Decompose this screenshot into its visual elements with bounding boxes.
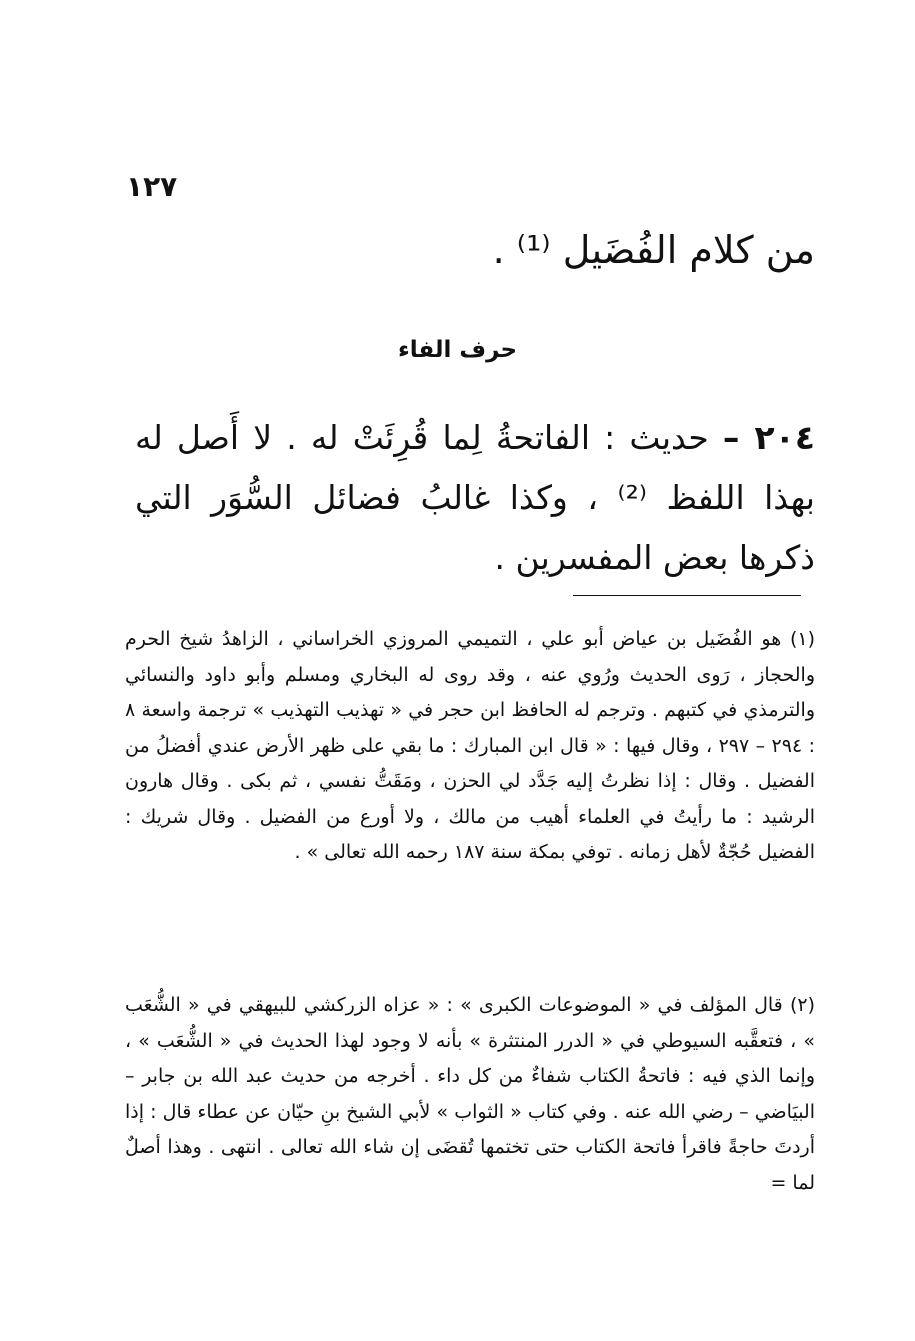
continuation-text: من كلام الفُضَيل ⁽¹⁾ . — [492, 228, 815, 272]
page-number: ١٢٧ — [126, 170, 178, 203]
footnote-marker: (٢) — [789, 994, 815, 1016]
footnote-marker: (١) — [789, 628, 815, 650]
section-heading: حرف الفاء — [397, 337, 518, 363]
footnote-text: قال المؤلف في « الموضوعات الكبرى » : « عزاه الزركشي للبيهقي في « الشُّعَب » ، فتعقَّبه السيوطي في « الدرر المنتثرة » بأنه لا وجود لهذا الحديث في « الشُّعَب » ، وإنما الذي فيه : فاتحةُ الكتاب شفاءٌ من كل داء . أخرجه من حديث عبد الله بن جابر – البيَاضي – رضي الله عنه . وفي كتاب « الثواب » لأبي الشيخ بنِ حيّان عن عطاء قال : إذا أردتَ حاجةً فاقرأ فاتحة الكتاب حتى تختمها تُقضَى إن شاء الله تعالى . انتهى . وهذا أصلٌ لما = — [125, 994, 815, 1194]
footnote-2 — [125, 988, 815, 1201]
hadith-entry — [135, 408, 815, 588]
hadith-number: ٢٠٤ – — [722, 418, 815, 457]
footnote-1 — [125, 622, 815, 871]
footnote-text: هو الفُضَيل بن عياض أبو علي ، التميمي المروزي الخراساني ، الزاهدُ شيخ الحرم والحجاز ، رَوى الحديث ورُوي عنه ، وقد روى له البخاري ومسلم وأبو داود والنسائي والترمذي في كتبهم . وترجم له الحافظ ابن حجر في « تهذيب التهذيب » ترجمة واسعة ٨ : ٢٩٤ – ٢٩٧ ، وقال فيها : « قال ابن المبارك : ما بقي على ظهر الأرض عندي أفضلُ من الفضيل . وقال : إذا نظرتُ إليه جَدَّد لي الحزن ، ومَقَتُّ نفسي ، ثم بكى . وقال هارون الرشيد : ما رأيتُ في العلماء أهيب من مالك ، ولا أورع من الفضيل . وقال شريك : الفضيل حُجّةٌ لأهل زمانه . توفي بمكة سنة ١٨٧ رحمه الله تعالى » . — [125, 628, 815, 863]
footnote-separator — [573, 595, 801, 596]
hadith-text: حديث : الفاتحةُ لِما قُرِئَتْ له . لا أَصل له بهذا اللفظ ⁽²⁾ ، وكذا غالبُ فضائل السُّوَر التي ذكرها بعض المفسرين . — [135, 418, 815, 577]
